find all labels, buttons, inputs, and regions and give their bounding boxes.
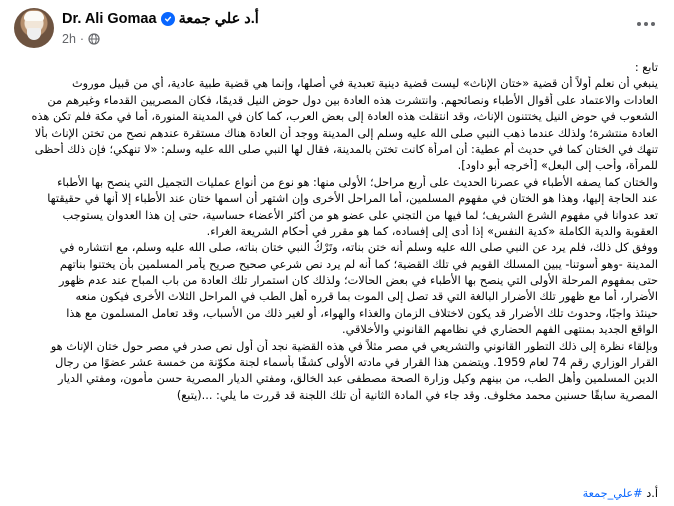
avatar[interactable]: [14, 8, 54, 48]
hashtag-link[interactable]: #علي_جمعة: [582, 487, 643, 500]
post-line: العادة منتشرة؛ ولذلك عندما ذهب النبي صلى الله عليه وسلم إلى المدينة ووجد أن العادة هناك مستقرة عندهم نصح من تختن الإناث بألا: [34, 126, 658, 140]
post-line: المدينة -وهو أسوتنا- يبين المسلك القويم في تلك القضية؛ كما أنه لم يرد نص شرعي صحيح صريح يأمر المسلمين بأن يختنوا بناتهم: [59, 257, 658, 271]
post-body: [14, 60, 658, 404]
signature: أ.د: [646, 487, 658, 500]
post-line: تعد عدوانا في مفهوم الشرع الشريف؛ لما فيها من التجني على عضو هو من أكثر الأعضاء حساسية، حتى إن هذا العدوان يستوجب: [62, 208, 658, 222]
author-name-arabic[interactable]: أ.د علي جمعة: [178, 11, 259, 27]
post-line: حينئذ واجبًا، وحدوث تلك الأضرار قد يكون لاختلاف الزمان والغذاء والهواء، أو لغير ذلك من الأسباب، وقد تعامل المسلمون مع هذا: [66, 306, 658, 320]
more-options-icon[interactable]: [632, 10, 660, 38]
globe-icon[interactable]: [88, 33, 100, 45]
post-line: القرار الوزاري رقم 74 لعام 1959. ويتضمن هذا القرار في مادته الأولى كشفًا بأسماء لجنة مكوّنة من خمسة عشر عضوًا من رجال: [55, 356, 658, 370]
post-line: ينبغي أن نعلم أولاً أن قضية «ختان الإناث» ليست قضية دينية تعبدية في أصلها، وإنما هي قضية طبية عادية، أي من قبيل موروث: [72, 77, 658, 91]
post-line: المصرية سابقًا حسنين محمد مخلوف. وقد جاء في المادة الثانية أن تلك اللجنة قد قررت ما يلي: ...(يتبع): [176, 388, 658, 402]
post-header: [14, 8, 660, 52]
post-line: تابع :: [634, 61, 658, 74]
post-line: الأضرار، أما مع ظهور تلك الأضرار البالغة التي قد تصل إلى الموت بما قرره أهل الطب في المراحل الثلاث الأخرى فيكون منعه: [75, 290, 658, 304]
post-time[interactable]: 2h: [62, 32, 76, 46]
post-line: والختان كما يصفه الأطباء في عصرنا الحديث على أربع مراحل؛ الأولى منها: هو نوع من أنواع عمليات التجميل التي ينصح بها الأطباء: [57, 175, 658, 189]
author-row: [62, 9, 259, 29]
post-line: الدين المسلمين وأهل الطب، من بينهم وكيل وزارة الصحة مصطفى عبد الخالق، ومفتي الديار المصرية حسن مأمون، ومفتي الديار: [57, 372, 658, 386]
post-meta: [62, 31, 100, 47]
meta-separator: ·: [79, 32, 85, 46]
post-line: للمرأة، وأحب إلى البعل» [أخرجه أبو داود].: [457, 159, 658, 173]
author-name[interactable]: Dr. Ali Gomaa: [62, 11, 157, 27]
post-line: العادات والاعتماد على أقوال الأطباء ونصائحهم. وانتشرت هذه العادة بين دول حوض النيل قديمًا، فكان المصريين القدماء وغيرهم من: [47, 93, 658, 107]
verified-badge-icon: [161, 12, 175, 26]
post-signature-line: [14, 486, 658, 502]
post-line: وبإلقاء نظرة إلى ذلك التطور القانوني والتشريعي في مصر مثلاً في هذه القضية نجد أن أول نص صدر في مصر حول ختان الإناث هو: [50, 339, 658, 353]
post-line: حتى بمفهوم المرحلة الأولى التي ينصح بها الأطباء في بعض الحالات؛ ولذلك كان استمرار تلك العادة من باب المباح عند عدم ظهور: [59, 274, 658, 288]
post-line: الواقع الجديد بمنتهى الفهم الحضاري في نظامهم القانوني والأخلاقي.: [341, 323, 658, 337]
post-line: العقوبة والدية الكاملة «كدية النفس» إذا أدى إلى إفساده، كما هو مقرر في أحكام الشريعة الغراء.: [206, 224, 658, 238]
post-line: تنهك في الختان كما في حديث أم عطية: أن امرأة كانت تختن بالمدينة، فقال لها النبي صلى الله عليه وسلم: «لا تنهكي؛ فإن ذلك أحظى: [34, 142, 658, 156]
post-line: الشعوب في حوض النيل يختتنون الإناث، وقد انتقلت هذه العادة إلى بعض العرب، كما كان في المدينة المنورة، أما في مكة فلم تكن هذه: [31, 110, 658, 124]
post-line: ووفق كل ذلك، فلم يرد عن النبي صلى الله عليه وسلم أنه ختن بناته، وتَرْكُ النبي ختان بناته، صلى الله عليه وسلم، مع انتشاره في: [59, 241, 658, 255]
post-line: عند الحاجة إليها، وهذا هو الختان في مفهوم المسلمين، أما المراحل الأخرى وإن اشتهر أن اسمها ختان عند الأطباء إلا أنها في حقيقتها: [47, 192, 658, 206]
